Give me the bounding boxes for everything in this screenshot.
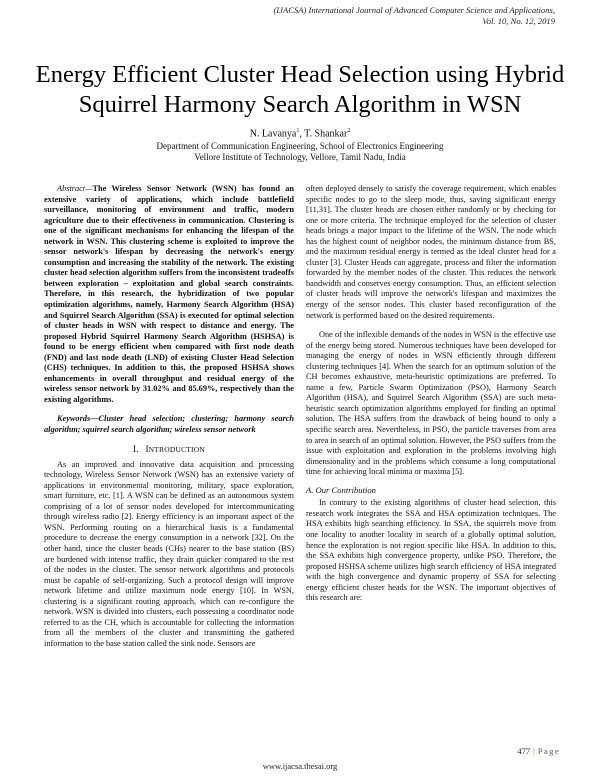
right-column [306, 184, 556, 604]
author-list [0, 125, 600, 140]
journal-volume: Vol. 10, No. 12, 2019 [482, 16, 555, 26]
author-2-affiliation-mark: 2 [347, 128, 351, 134]
section-numeral: I. [133, 444, 139, 455]
abstract-text: The Wireless Sensor Network (WSN) has found an extensive variety of applications, which include battlefield surveillance, monitoring of environment and traffic, modern agriculture due to their effectiveness in communication. Clustering is one of the significant mechanisms for enhancing the lifespan of the network in WSN. This clustering scheme is exploited to improve the sensor network's lifespan by decreasing the network's energy consumption and increasing the stability of the network. The existing cluster head selection algorithm suffers from the inconsistent tradeoffs between exploration – exploitation and global search constraints. Therefore, in this research, the hybridization of two popular optimization algorithms, namely, Harmony Search Algorithm (HSA) and Squirrel Search Algorithm (SSA) is executed for optimal selection of cluster heads in WSN with respect to distance and energy. The proposed Hybrid Squirrel Harmony Search Algorithm (HSHSA) is found to be energy efficient when compared with first node death (FND) and last node death (LND) of existing Cluster Head Selection (CHS) techniques. In addition to this, the proposed HSHSA shows enhancements in overall throughput and residual energy of the wireless sensor network by 31.02% and 85.69%, respectively than the existing algorithms. [44, 184, 294, 404]
title-line-2: Squirrel Harmony Search Algorithm in WSN [78, 91, 522, 118]
subsection-heading-contribution: A. Our Contribution [306, 484, 376, 495]
page-word: Page [537, 746, 560, 756]
author-2: T. Shankar [304, 128, 348, 140]
body-paragraph-3: In contrary to the existing algorithms of cluster head selection, this research work integrates the SSA and HSA optimization techniques. The HSA exhibits high searching efficiency. In SSA, the squirrels move from one locality to another locality in search of a globally optimal solution, hence the exploration is not region specific like HSA. In addition to this, the SSA exhibits high convergence property, unlike PSO. Therefore, the proposed HSHSA scheme utilizes high search efficiency of HSA integrated with the high convergence and dynamic property of SSA for selecting energy efficient cluster heads for the WSN. The important objectives of this research are: [306, 498, 556, 603]
keywords-text: Cluster head selection; clustering; harmony search algorithm; squirrel search algorithm; wireless sensor network [44, 414, 294, 435]
body-paragraph-2: One of the inflexible demands of the nodes in WSN is the effective use of the energy being stored. Numerous techniques have been developed for managing the energy of nodes in WSN efficiently through different clustering techniques [4]. When the search for an optimum solution of the CH becomes exhaustive, meta-heuristic optimizations are preferred. To name a few, Particle Swarm Optimization (PSO), Harmony Search Algorithm (HSA), and Squirrel Search Algorithm (SSA) are such meta-heuristic search optimization algorithms employed for finding an optimal solution. The HSA suffers from the drawback of being bound to only a specific search area. Nevertheless, in PSO, the particle traverses from area to area in search of an optimal solution. However, the PSO suffers from the issue with exploitation and exploration in the problems involving high dimensionality and in the problems which consume a long computational time for achieving local minima or maxima [5]. [306, 330, 556, 477]
journal-name: (IJACSA) International Journal of Advanced Computer Science and Applications, [273, 5, 555, 15]
page-number-separator: | [533, 746, 535, 756]
paper-title [0, 60, 600, 120]
abstract-label: Abstract— [57, 184, 93, 193]
title-line-1: Energy Efficient Cluster Head Selection using Hybrid [35, 61, 565, 88]
author-1: N. Lavanya [249, 128, 297, 140]
affiliation-department: Department of Communication Engineering, School of Electronics Engineering [156, 141, 444, 151]
page-number [517, 746, 560, 756]
keywords-label: Keywords— [57, 414, 99, 424]
affiliation-institute: Vellore Institute of Technology, Vellore, Tamil Nadu, India [194, 152, 406, 162]
section-title-rest: NTRODUCTION [148, 444, 205, 454]
section-heading-introduction [44, 444, 294, 456]
abstract [44, 184, 294, 405]
author-1-affiliation-mark: 1 [296, 128, 300, 134]
body-paragraph-1: often deployed densely to satisfy the coverage requirement, which enables specific nodes to go to the sleep mode, thus, saving significant energy [11,31]. The cluster heads are chosen either randomly or by checking for one or more criteria. The technique employed for the selection of cluster heads brings a major impact to the lifetime of the WSN. The node which has the highest count of neighbor nodes, the minimum distance from BS, and the maximum residual energy is termed as the ideal cluster head for a cluster [3]. Cluster Heads can aggregate, process and filter the information forwarded by the member nodes of the cluster. This reduces the network bandwidth and conserves energy consumption. Thus, an efficient selection of cluster heads will improve the network's lifespan and maximizes the energy of the sensor nodes. This cluster based reconfiguration of the network is performed based on the desired requirements. [306, 184, 556, 320]
page-number-value: 477 [517, 746, 531, 756]
keywords [44, 414, 294, 435]
left-column [44, 184, 294, 649]
intro-paragraph: As an improved and innovative data acquisition and processing technology, Wireless Sensor Network (WSN) has an extensive variety of applications in environmental monitoring, military, space exploration, smart furniture, etc. [1]. A WSN can be defined as an autonomous system comprising of a lot of sensor nodes developed for intercommunicating through wireless radio [2]. Energy efficiency is an important aspect of the WSN. Performing routing on a hierarchical basis is a fundamental procedure to decrease the energy consumption in a network [32]. On the other hand, since the cluster heads (CHs) nearer to the base station (BS) are burdened with intense traffic, they drain quicker compared to the rest of the nodes in the cluster. The sensor network algorithms and protocols must be capable of self-organizing. Such a protocol design will improve network lifetime and utilize maximum node energy [10]. In WSN, clustering is a significant routing approach, which can re-configure the network. WSN is divided into clusters, each possessing a coordinator node referred to as the CH, which is accountable for collecting the information from all the members of the cluster and transmitting the gathered information to the base station called the sink node. Sensors are [44, 459, 294, 648]
section-title-initial: I [145, 444, 149, 455]
journal-header [135, 5, 555, 27]
author-separator: , [299, 128, 305, 140]
journal-url[interactable]: www.ijacsa.thesai.org [262, 761, 338, 771]
